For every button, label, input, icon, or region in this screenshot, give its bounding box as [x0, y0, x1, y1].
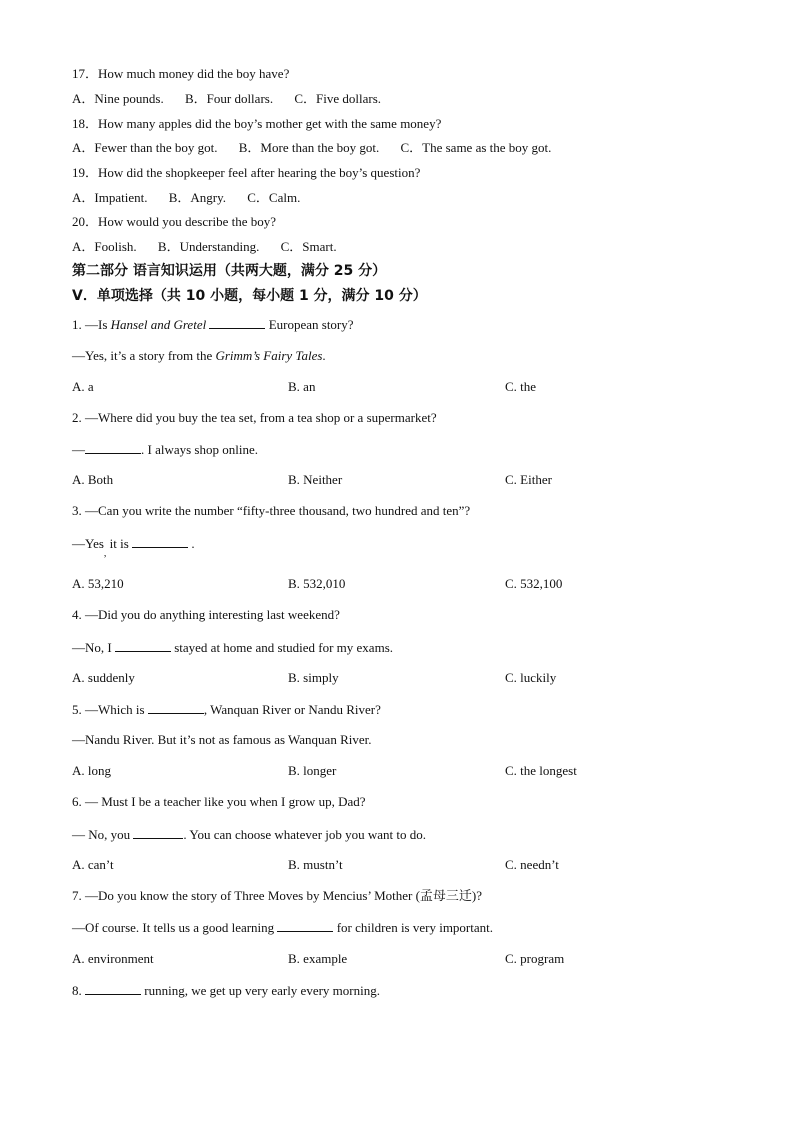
- option-a: A．Fewer than the boy got.: [72, 140, 218, 155]
- mc-question-5-reply: —Nandu River. But it’s not as famous as Wanquan River.: [72, 732, 372, 747]
- question-19: 19．How did the shopkeeper feel after hearing the boy’s question?: [72, 165, 421, 180]
- mc-question-6-reply: — No, you . You can choose whatever job you want to do.: [72, 827, 427, 842]
- option-a: A．Foolish.: [72, 239, 137, 254]
- mc-question-4: 4. —Did you do anything interesting last weekend?: [72, 607, 340, 622]
- option-a: A．Impatient.: [72, 190, 148, 205]
- option-c: C. the longest: [505, 763, 577, 778]
- question-20: 20．How would you describe the boy?: [72, 214, 276, 229]
- mc-question-1: 1. —Is Hansel and Gretel European story?: [72, 317, 354, 332]
- book-title: Hansel and Gretel: [110, 317, 207, 332]
- option-b: B．Understanding.: [157, 239, 260, 254]
- answer-blank: [277, 919, 333, 932]
- option-c: C．Smart.: [280, 239, 337, 254]
- option-b: B. 532,010: [288, 576, 346, 591]
- option-a: A. 53,210: [72, 576, 124, 591]
- mc-question-4-reply: —No, I stayed at home and studied for my exams.: [72, 640, 393, 655]
- book-title: Grimm’s Fairy Tales: [215, 348, 323, 363]
- mc-question-1-reply: —Yes, it’s a story from the Grimm’s Fairy Tales.: [72, 348, 326, 363]
- option-a: A. environment: [72, 951, 154, 966]
- mc-question-3: 3. —Can you write the number “fifty-three thousand, two hundred and ten”?: [72, 503, 471, 518]
- answer-blank: [115, 639, 171, 652]
- section-5-heading: V．单项选择（共 10 小题，每小题 1 分，满分 10 分）: [72, 288, 427, 304]
- mc-question-2: 2. —Where did you buy the tea set, from a tea shop or a supermarket?: [72, 410, 437, 425]
- option-b: B. mustn’t: [288, 857, 343, 872]
- question-19-options: [72, 190, 300, 206]
- mc-question-7: 7. —Do you know the story of Three Moves by Mencius’ Mother (孟母三迁)?: [72, 888, 483, 903]
- option-b: B. simply: [288, 670, 339, 685]
- option-a: A. Both: [72, 472, 114, 487]
- option-b: B. example: [288, 951, 348, 966]
- question-17-options: [72, 91, 381, 107]
- part-2-heading: 第二部分 语言知识运用（共两大题，满分 25 分）: [72, 263, 387, 279]
- question-18-options: [72, 140, 551, 156]
- mc-question-5: 5. —Which is , Wanquan River or Nandu River?: [72, 702, 381, 717]
- answer-blank: [132, 535, 188, 548]
- option-c: C. program: [505, 951, 565, 966]
- option-b: B. longer: [288, 763, 337, 778]
- mc-question-8: 8. running, we get up very early every morning.: [72, 983, 380, 998]
- option-a: A．Nine pounds.: [72, 91, 164, 106]
- answer-blank: [148, 701, 204, 714]
- question-17: 17．How much money did the boy have?: [72, 66, 290, 81]
- option-b: B. an: [288, 379, 316, 394]
- option-a: A. can’t: [72, 857, 114, 872]
- option-c: C. 532,100: [505, 576, 563, 591]
- option-c: C．Calm.: [247, 190, 301, 205]
- option-c: C. needn’t: [505, 857, 559, 872]
- mc-question-7-reply: —Of course. It tells us a good learning for children is very important.: [72, 920, 494, 935]
- option-a: A. long: [72, 763, 111, 778]
- question-18: 18．How many apples did the boy’s mother get with the same money?: [72, 116, 442, 131]
- option-c: C. luckily: [505, 670, 557, 685]
- option-b: B．Angry.: [168, 190, 227, 205]
- option-a: A. suddenly: [72, 670, 135, 685]
- answer-blank: [85, 982, 141, 995]
- mc-question-2-reply: — . I always shop online.: [72, 442, 258, 457]
- option-b: B. Neither: [288, 472, 343, 487]
- option-a: A. a: [72, 379, 94, 394]
- mc-question-3-reply: —Yes$_,$ it is .: [72, 536, 195, 559]
- option-b: B．Four dollars.: [184, 91, 274, 106]
- option-c: C．The same as the boy got.: [400, 140, 552, 155]
- answer-blank: [133, 826, 183, 839]
- question-20-options: [72, 239, 337, 255]
- option-c: C. Either: [505, 472, 552, 487]
- mc-question-6: 6. — Must I be a teacher like you when I grow up, Dad?: [72, 794, 366, 809]
- option-c: C．Five dollars.: [294, 91, 382, 106]
- option-c: C. the: [505, 379, 537, 394]
- answer-blank: [85, 441, 141, 454]
- option-b: B．More than the boy got.: [238, 140, 380, 155]
- answer-blank: [209, 316, 265, 329]
